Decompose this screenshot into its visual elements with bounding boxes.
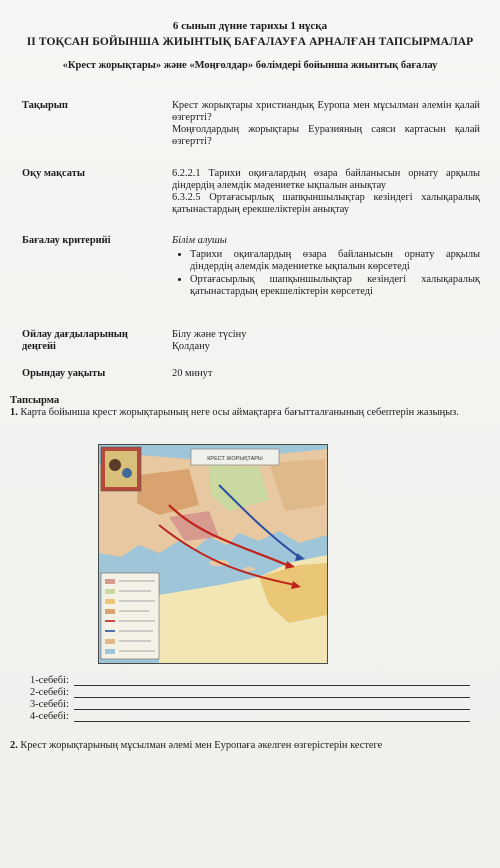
criteria-value [172,235,480,299]
task-question-2 [10,740,490,751]
task-question-1 [10,407,488,419]
map-caption: КРЕСТ ЖОРЫҚТАРЫ [207,456,263,462]
time-row [22,368,480,382]
criteria-label: Бағалау критерийі [22,235,111,246]
thinking-level-1: Білу және түсіну [172,329,247,340]
thinking-row [22,329,480,355]
question-text: Карта бойынша крест жорықтарының неге осы аймақтарға бағытталғанының себептерін жазыңыз. [20,407,459,418]
header-subtitle: «Крест жорықтары» және «Моңғолдар» бөлімдері бойынша жиынтық бағалау [62,60,438,71]
objective-1: 6.2.2.1 Тарихи оқиғалардың өзара байланысын орнату арқылы діндердің әлемдік мәдениетке ықпалын анықтау [172,168,480,191]
reason-line-1 [30,675,470,687]
objectives-value [172,168,480,216]
thinking-label: Ойлау дағдыларының деңгейі [22,329,128,352]
thinking-level-2: Қолдану [172,341,210,352]
criteria-item: • Тарихи оқиғалардың өзара байланысын орнату арқылы діндердің әлемдік мәдениетке ықпалын көрсетеді [190,249,480,273]
answer-line[interactable] [74,721,470,722]
topic-value [172,100,480,148]
thinking-value [172,329,480,353]
task-title: Тапсырма [10,395,60,406]
question-number: 1. [10,407,18,418]
objective-2: 6.3.2.5 Ортағасырлық шапқыншылықтар кезіндегі халықаралық қатынастардың ерекшеліктерін анықтау [172,192,480,215]
answer-line[interactable] [74,709,470,710]
reasons-list [30,675,470,723]
topic-question-1: Крест жорықтары христиандық Еуропа мен мұсылман әлемін қалай өзгертті? [172,100,480,123]
criteria-item: • Ортағасырлық шапқыншылықтар кезіндегі халықаралық қатынастардың ерекшеліктерін көрсетеді [190,274,480,298]
reason-label: 2-себебі: [30,687,69,698]
criteria-list [172,249,480,298]
reason-label: 4-себебі: [30,711,69,722]
topic-label: Тақырып [22,100,68,111]
reason-line-2 [30,687,470,699]
reason-line-4 [30,711,470,723]
objectives-row [22,168,480,218]
criteria-intro: Білім алушы [172,235,227,246]
topic-row [22,100,480,150]
reason-label: 1-себебі: [30,675,69,686]
time-label: Орындау уақыты [22,368,106,379]
question-number: 2. [10,740,18,751]
reason-line-3 [30,699,470,711]
time-value: 20 минут [172,368,213,379]
objectives-label: Оқу мақсаты [22,168,85,179]
criteria-row [22,235,480,327]
answer-line[interactable] [74,685,470,686]
answer-line[interactable] [74,697,470,698]
header-grade-line: 6 сынып дүние тарихы 1 нұсқа [172,20,328,32]
header-title: ІІ ТОҚСАН БОЙЫНША ЖИЫНТЫҚ БАҒАЛАУҒА АРНАЛҒАН ТАПСЫРМАЛАР [26,36,474,48]
topic-question-2: Моңғолдардың жорықтары Еуразияның саяси картасын қалай өзгертті? [172,124,480,147]
crusades-map-image [98,444,328,664]
reason-label: 3-себебі: [30,699,69,710]
question-text: Крест жорықтарының мұсылман әлемі мен Еуропаға әкелген өзгерістерін кестеге [20,740,383,751]
